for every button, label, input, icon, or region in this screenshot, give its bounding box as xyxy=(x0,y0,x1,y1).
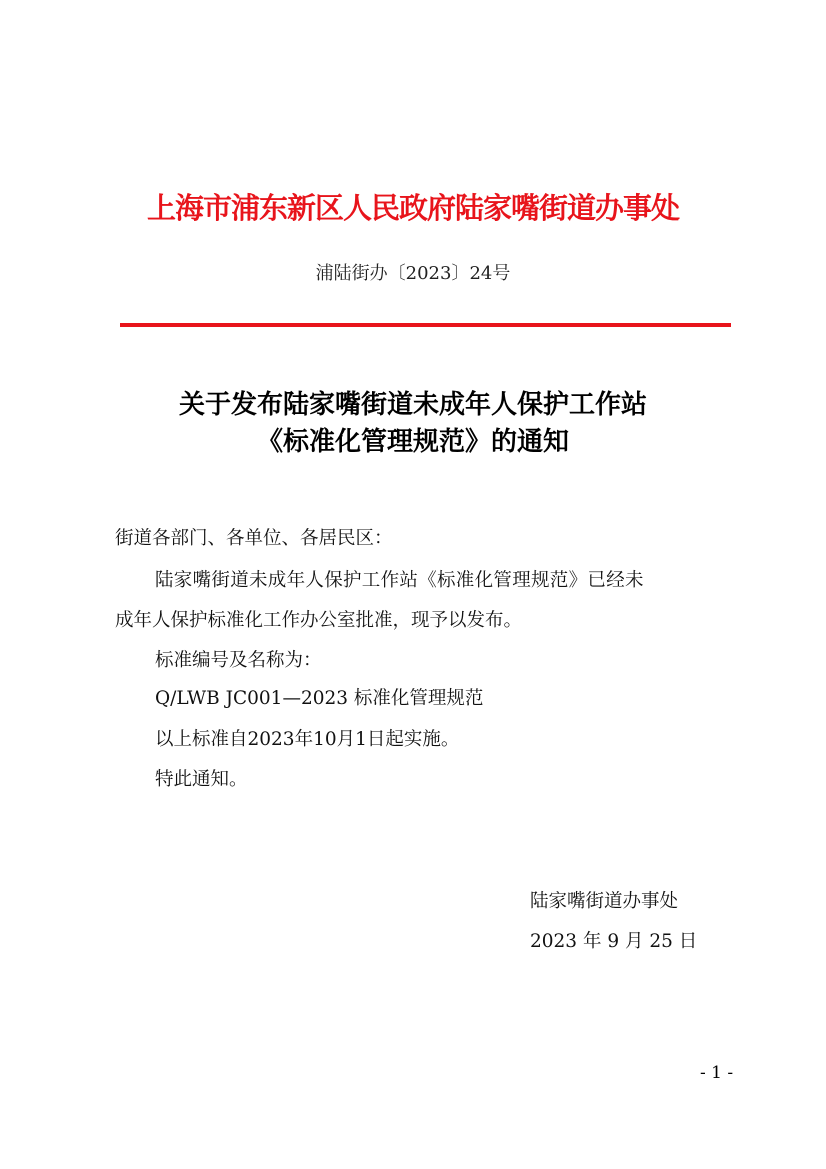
salutation: 街道各部门、各单位、各居民区： xyxy=(115,528,393,549)
signature-date: 2023 年 9 月 25 日 xyxy=(530,931,698,952)
standard-code-and-name: Q/LWB JC001—2023 标准化管理规范 xyxy=(155,688,484,709)
signature-organization: 陆家嘴街道办事处 xyxy=(530,891,679,912)
notice-title-line-1: 关于发布陆家嘴街道未成年人保护工作站 xyxy=(178,390,647,420)
body-paragraph-line: 成年人保护标准化工作办公室批准，现予以发布。 xyxy=(115,610,523,631)
document-number: 浦陆街办〔2023〕24号 xyxy=(315,263,511,284)
effective-date-statement: 以上标准自2023年10月1日起实施。 xyxy=(155,729,460,750)
issuing-authority-header: 上海市浦东新区人民政府陆家嘴街道办事处 xyxy=(146,191,679,225)
notice-title-line-2: 《标准化管理规范》的通知 xyxy=(256,427,569,457)
body-paragraph-line: 陆家嘴街道未成年人保护工作站《标准化管理规范》已经未 xyxy=(155,570,644,591)
closing-phrase: 特此通知。 xyxy=(155,769,248,790)
red-separator-line xyxy=(120,323,731,327)
standard-intro: 标准编号及名称为： xyxy=(155,650,322,671)
page-number: - 1 - xyxy=(700,1063,734,1083)
